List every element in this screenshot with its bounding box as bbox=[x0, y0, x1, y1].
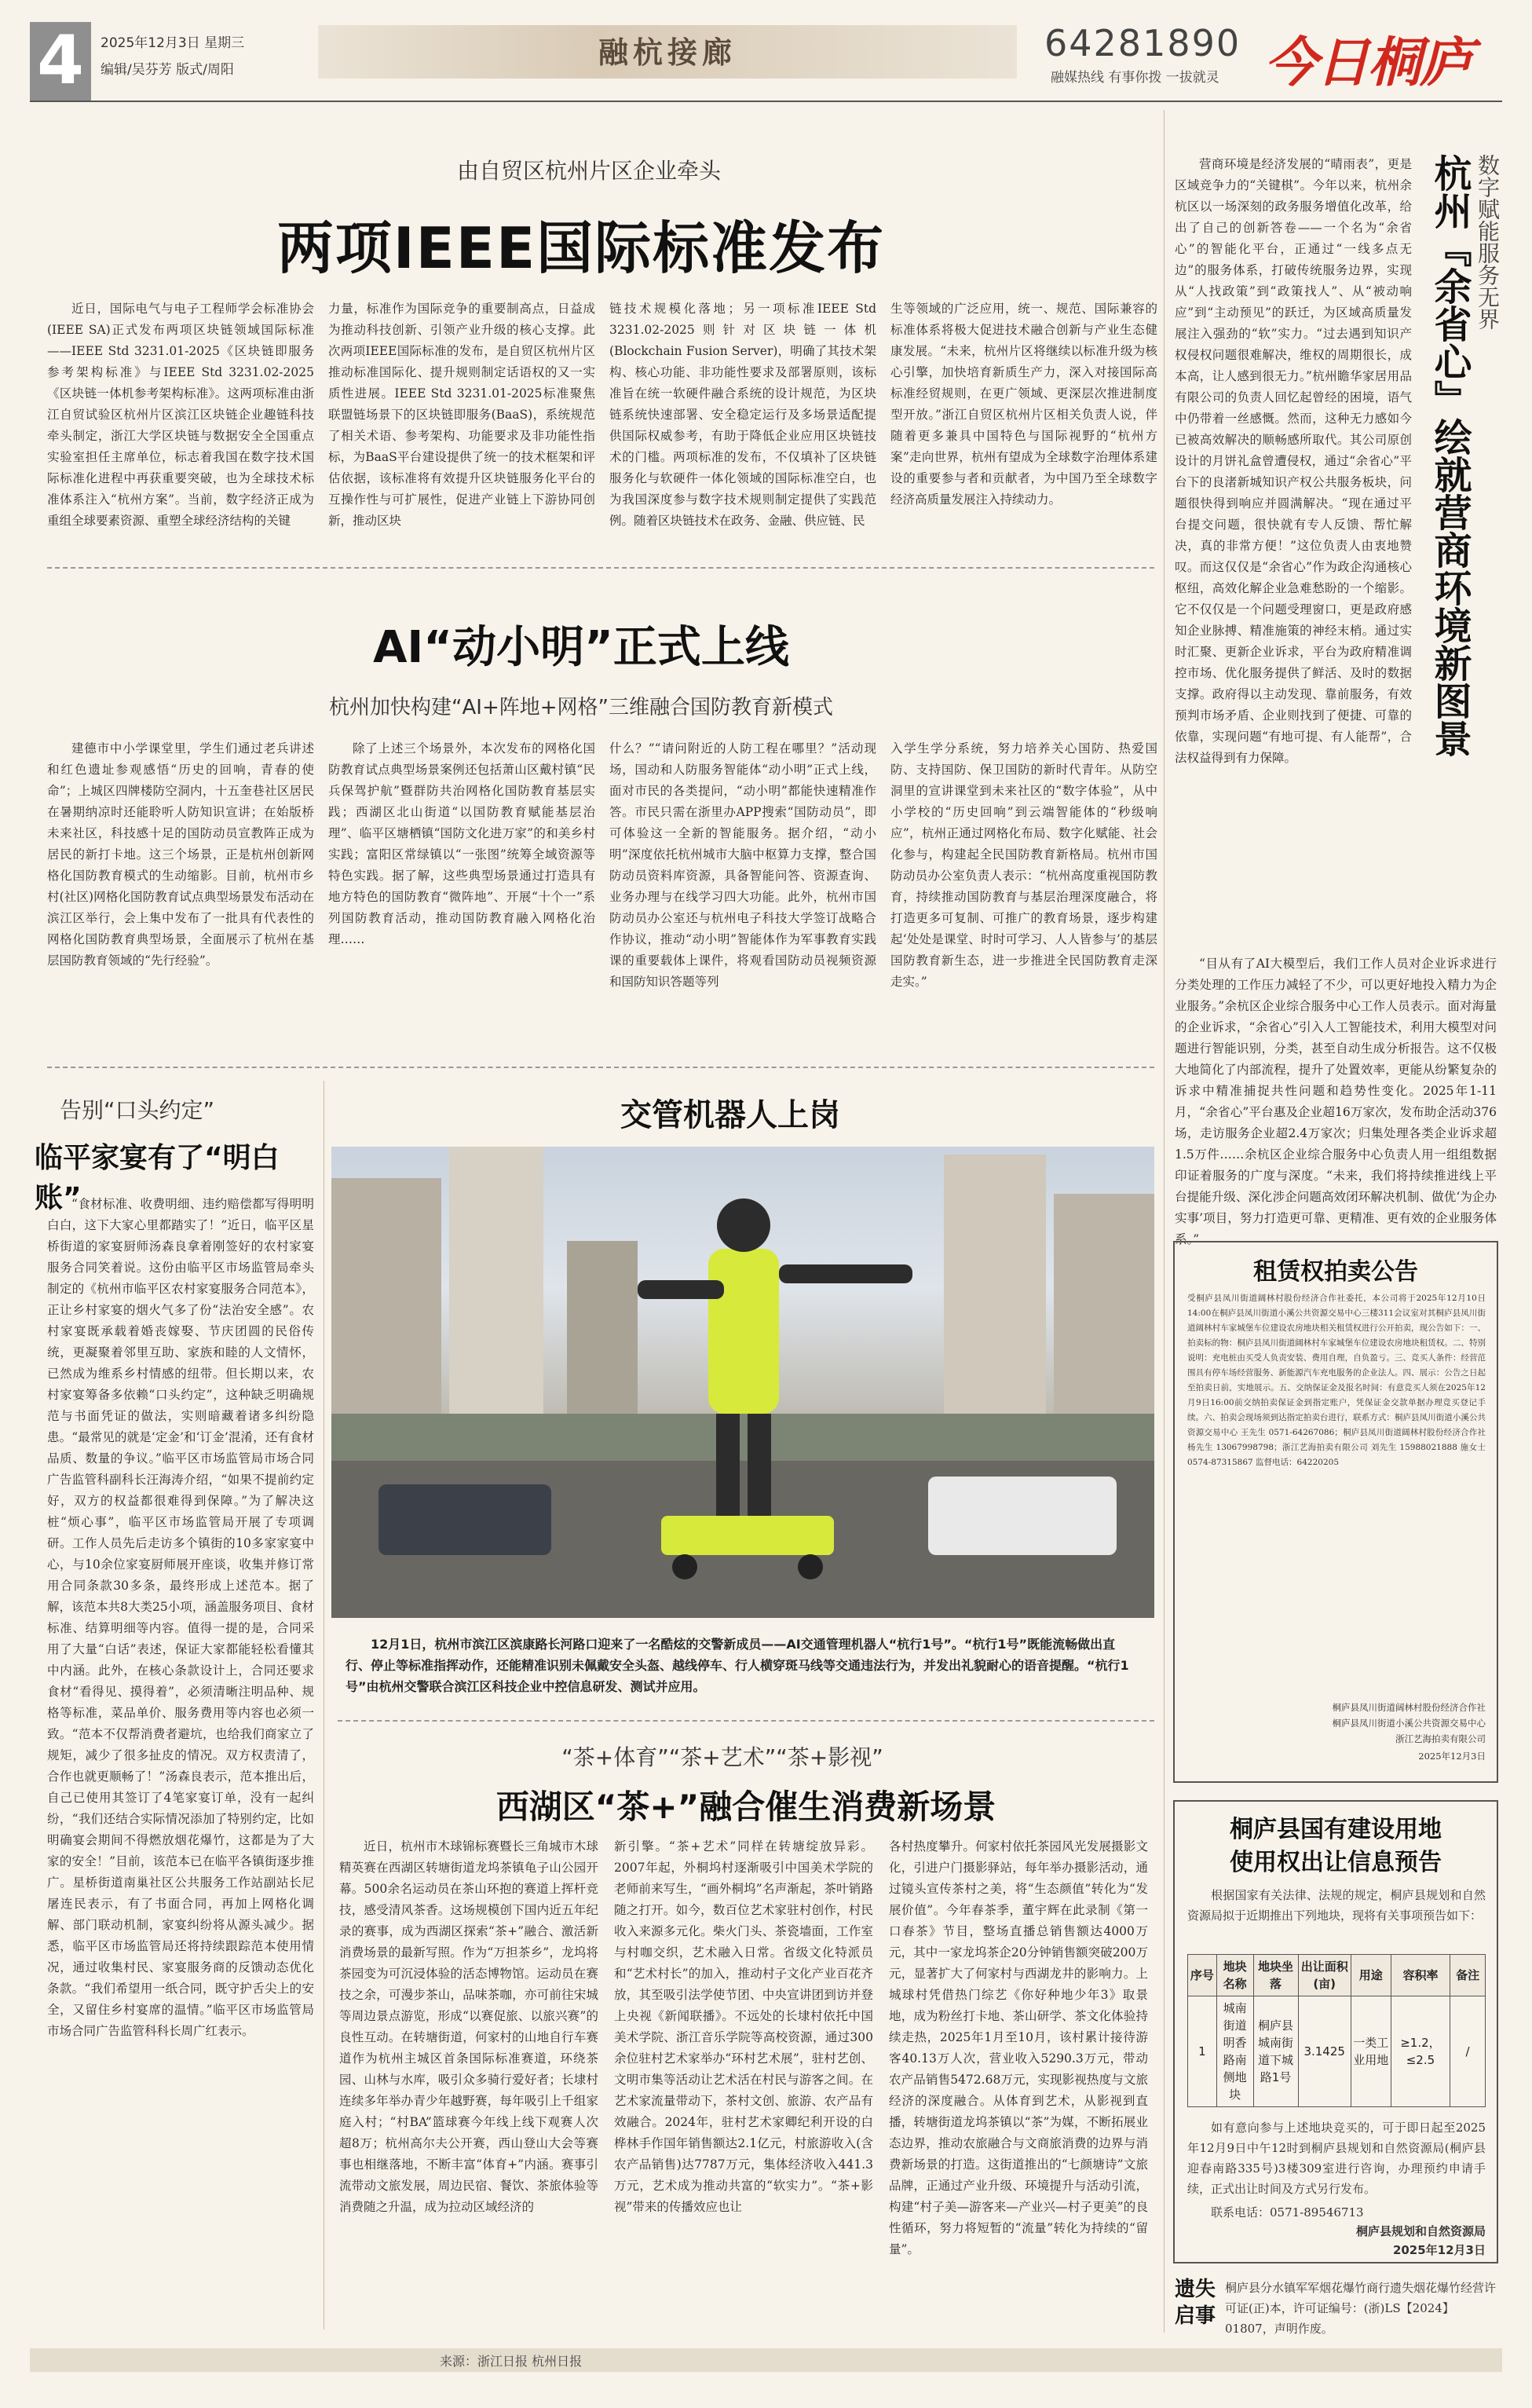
article1-col1: 近日，国际电气与电子工程师学会标准协会(IEEE SA)正式发布两项区块链领域国际标准——IEEE Std 3231.01-2025《区块链即服务参考架构标准》与IEEE Std 3231.02-2025《区块链一体机参考架构标准》。这两项标准由浙江自贸试验区杭州片区滨江区块链企业趣链科技牵头制定，浙江大学区块链与数据安全全国重点实验室担任主席单位，标志着我国在数字技术国际标准化进程中再获重要突破，也为全球技术标准体系注入“杭州方案”。当前，数字经济正成为重组全球要素资源、重塑全球经济结构的关键 bbox=[47, 302, 314, 528]
table-header-cell: 地块坐落 bbox=[1253, 1955, 1298, 1996]
land-table-wrap bbox=[1187, 1954, 1486, 2107]
divider bbox=[47, 1067, 1154, 1068]
table-header-cell: 备注 bbox=[1450, 1955, 1486, 1996]
masthead-logo: 今日桐庐 bbox=[1264, 31, 1472, 94]
article1-col3: 链技术规模化落地；另一项标准IEEE Std 3231.02-2025则针对区块链一体机(Blockchain Fusion Server)，明确了其技术架构、核心功能、非功能性要求及部署原则，该标准旨在统一软硬件融合系统的设计规范，为区块链系统快速部署、安全稳定运行及多场景适配提供国际权威参考，有助于降低企业应用区块链技术的门槛。两项标准的发布，不仅填补了区块链服务化与软硬件一体化领域的国际标准空白，也为我国深度参与数字技术规则制定提供了实践范例。随着区块链技术在政务、金融、供应链、民 bbox=[609, 302, 876, 528]
land-notice-footer: 如有意向参与上述地块竞买的，可于即日起至2025年12月9日中午12时到桐庐县规划和自然资源局(桐庐县迎春南路335号)3楼309室进行咨询，办理预约申请手续，正式出让时间及方式另行发布。 bbox=[1187, 2121, 1486, 2196]
header-rule bbox=[30, 101, 1502, 102]
article5-col2: 新引擎。“茶+艺术”同样在转塘绽放异彩。2007年起，外桐坞村逐渐吸引中国美术学院的老师前来写生，“画外桐坞”名声渐起，茶叶销路随之打开。如今，数百位艺术家驻村创作，村民收入来源多元化。柴火门头、茶瓷墙面，工作室与村咖交织，艺术融入日常。省级文化特派员和“艺术村长”的加入，推动村子文化产业百花齐放，其至吸引法学使节团、中央宣讲团到访并登上央视《新闻联播》。不远处的长埭村依托中国美术学院、浙江音乐学院等高校资源，通过300余位驻村艺术家举办“环村艺术展”，驻村艺创、文明市集等活动让艺术活在村民与游客之间。在艺术家流量带动下，茶村文创、旅游、农产品有效融合。2024年，驻村艺术家卿纪利开设的白桦林手作国年销售额达2.1亿元，村旅游收入(含农产品销售)达7787万元，集体经济收入441.3万元，艺术成为推动共富的“软实力”。“茶+影视”带来的传播效应也让 bbox=[614, 1839, 873, 2214]
land-table bbox=[1187, 1954, 1486, 2107]
auction-sign-1: 桐庐县凤川街道阔林村股份经济合作社 bbox=[1332, 1702, 1486, 1713]
land-table-header bbox=[1188, 1955, 1486, 1996]
footer-bar bbox=[30, 2348, 1502, 2372]
table-header-cell: 出让面积(亩) bbox=[1298, 1955, 1351, 1996]
land-notice-intro: 根据国家有关法律、法规的规定，桐庐县规划和自然资源局拟于近期推出下列地块，现将有关事项预告如下： bbox=[1187, 1888, 1486, 1923]
article2-col4: 入学生学分系统，努力培养关心国防、热爱国防、支持国防、保卫国防的新时代青年。从防空洞里的宣讲课堂到未来社区的“数字体验”，从中小学校的“历史回响”到云端智能体的“秒级响应”，杭州正通过网格化布局、数字化赋能、社会化参与，构建起全民国防教育新格局。杭州市国防动员办公室负责人表示：“杭州高度重视国防教育，持续推动国防教育与基层治理深度融合，将打造更多可复制、可推广的教育场景，逐步构建起‘处处是课堂、时时可学习、人人皆参与’的基层国防教育新生态，进一步推进全民国防教育走深走实。” bbox=[890, 741, 1157, 989]
auction-notice-title: 租赁权拍卖公告 bbox=[1253, 1258, 1418, 1286]
lost-notice-body: 桐庐县分水镇军军烟花爆竹商行遗失烟花爆竹经营许可证(正)本，许可证编号：(浙)LS【2024】01807，声明作废。 bbox=[1225, 2281, 1497, 2336]
table-cell: 城南街道明香路南侧地块 bbox=[1216, 1996, 1253, 2107]
article3-body: “食材标准、收费明细、违约赔偿都写得明明白白，这下大家心里都踏实了！”近日，临平区星桥街道的家宴厨师汤森良拿着刚签好的农村家宴服务合同笑着说。这份由临平区市场监管局牵头制定的《杭州市临平区农村家宴服务合同范本》，正让乡村家宴的烟火气多了份“法治安全感”。农村家宴既承载着婚丧嫁娶、节庆团圆的民俗传统，更凝聚着邻里互助、家族和睦的人文情怀，已然成为维系乡村情感的纽带。但长期以来，农村家宴筹备多依赖“口头约定”，这种缺乏明确规范与书面凭证的做法，实则暗藏着诸多纠纷隐患。“最常见的就是‘定金’和‘订金’混淆，还有食材品质、数量的争议。”临平区市场监管局市场合同广告监管科副科长汪海涛介绍，“如果不提前约定好，双方的权益都很难得到保障。”为了解决这桩“烦心事”，临平区市场监管局开展了专项调研。工作人员先后走访多个镇街的10多家家宴中心，与10余位家宴厨师展开座谈，收集并修订常用合同条款30多条，最终形成上述范本。据了解，该范本共8大类25小项，涵盖服务项目、食材标准、结算明细等内容。值得一提的是，合同采用了大量“白话”表述，保证大家都能轻松看懂其中内涵。此外，在核心条款设计上，合同还要求食材“看得见、摸得着”，必须清晰注明品种、规格等标准，菜品单价、服务费用等内容也必须一致。“范本不仅帮消费者避坑，也给我们商家立了规矩，减少了很多扯皮的情况。双方权责清了，合作也就更顺畅了！”汤森良表示，范本推出后，自己已使用其签订了4笔家宴订单，没有一起纠纷，“我们还结合实际情况添加了特别约定，比如明确宴会期间不得燃放烟花爆竹，这都是为了大家的安全！”目前，该范本已在临平各镇街逐步推广。星桥街道南巢社区公共服务工作站副站长尼屠连民表示，有了书面合同，再加上网格化调解、部门联动机制，家宴纠纷将从源头减少。据悉，临平区市场监管局还将持续跟踪范本使用情况，通过收集村民、家宴服务商的反馈动态优化条款。“我们希望用一纸合同，既守护舌尖上的安全，又留住乡村宴席的温情。”临平区市场监管局市场合同广告监管科科长周广红表示。 bbox=[47, 1197, 314, 2038]
column-divider bbox=[1164, 110, 1165, 2333]
traffic-robot-photo bbox=[331, 1147, 1154, 1618]
photo-scene bbox=[331, 1147, 1154, 1618]
sidebar-kicker: 数字赋能服务无界 bbox=[1475, 154, 1501, 330]
land-notice-sign: 桐庐县规划和自然资源局 bbox=[1355, 2224, 1486, 2238]
land-notice-date: 2025年12月3日 bbox=[1392, 2243, 1486, 2257]
land-notice-title-1: 桐庐县国有建设用地 bbox=[1230, 1816, 1442, 1843]
table-row bbox=[1188, 1996, 1486, 2107]
hotline-caption: 融媒热线 有事你拨 一拔就灵 bbox=[1051, 70, 1219, 86]
article5-headline: 西湖区“茶+”融合催生消费新场景 bbox=[495, 1788, 996, 1826]
auction-sign-2: 桐庐县凤川街道小溪公共资源交易中心 bbox=[1332, 1718, 1486, 1729]
article2-col2: 除了上述三个场景外，本次发布的网格化国防教育试点典型场景案例还包括萧山区戴村镇“民兵保驾护航”暨群防共治网格化国防教育基层实践；西湖区北山街道“以国防教育赋能基层治理”、临平区塘栖镇“国防文化进万家”的和美乡村实践；富阳区常绿镇以“一张图”统筹全域资源等特色实践。据了解，这些典型场景通过打造具有地方特色的国防教育“微阵地”、开展“十个一”系列国防教育活动，推动国防教育融入网格化治理…… bbox=[328, 741, 595, 946]
article2-col3: 什么？”“请问附近的人防工程在哪里？”活动现场，国动和人防服务智能体“动小明”正式上线，面对市民的各类提问，“动小明”都能快速精准作答。市民只需在浙里办APP搜索“国防动员”，即可体验这一全新的智能服务。据介绍，“动小明”深度依托杭州城市大脑中枢算力支撑，整合国防动员资料库资源，具备智能问答、资源查询、业务办理与在线学习四大功能。此外，杭州市国防动员办公室还与杭州电子科技大学签订战略合作协议，推动“动小明”智能体作为军事教育实践课的重要载体上课件，将观看国防动员视频资源和国防知识答题等列 bbox=[609, 741, 876, 989]
article5-col3: 各村热度攀升。何家村依托茶园风光发展摄影文化，引进户门摄影驿站，每年举办摄影活动，通过镜头宣传茶村之美，将“生态颜值”转化为“发展价值”。今年春茶季，董宇辉在此录制《第一口春茶》节目，整场直播总销售额达4000万元，其中一家龙坞茶企20分钟销售额突破200万元，显著扩大了何家村与西湖龙井的影响力。上城球村凭借热门综艺《你好种地少年3》取景地，成为粉丝打卡地、茶山研学、茶文化体验持续走热，2025年1月至10月，该村累计接待游客40.13万人次，营业收入5290.3万元，带动农产品销售5472.68万元，实现影视热度与文旅经济的深度融合。从体育到艺术，从影视到直播，转塘街道龙坞茶镇以“茶”为媒，不断拓展业态边界，推动农旅融合与文商旅消费的边界与消费新场景的打造。这街道推出的“七颜塘诗”文旅品牌，正通过产业升级、环境提升与活动引流，构建“村子美—游客来—产业兴—村子更美”的良性循环，努力将短暂的“流量”转化为持续的“留量”。 bbox=[889, 1839, 1148, 2256]
article5-col1: 近日，杭州市木球锦标赛暨长三角城市木球精英赛在西湖区转塘街道龙坞茶镇龟子山公园开幕。500余名运动员在茶山环抱的赛道上挥杆竞技，感受清风茶香。这场规模创下国内近五年纪录的赛事，成为西湖区探索“茶+”融合、激活新消费场景的最新写照。作为“万担茶乡”，龙坞将茶园变为可沉浸体验的活态博物馆。运动员在赛技之余，可漫步茶山，品味茶咖，亦可前往宋城等周边景点游览，形成“以赛促旅、以旅兴赛”的良性互动。在转塘街道，何家村的山地自行车赛道作为杭州主城区首条国际标准赛道，环绕茶园、山林与水库，吸引众多骑行爱好者；长埭村连续多年举办青少年越野赛，每年吸引上千组家庭入村；“村BA”篮球赛今年线上线下观赛人次超8万；杭州高尔夫公开赛，西山登山大会等赛事也相继落地，不断丰富“体育+”内涵。赛事引流带动文旅发展，周边民宿、餐饮、茶旅体验等消费随之升温，成为拉动区域经济的 bbox=[339, 1839, 598, 2214]
article3-headline: 临平家宴有了“明白账” bbox=[35, 1142, 280, 1214]
table-cell: 1 bbox=[1188, 1996, 1217, 2107]
auction-sign-3: 浙江艺海拍卖有限公司 bbox=[1395, 1733, 1486, 1744]
article4-caption: 12月1日，杭州市滨江区滨康路长河路口迎来了一名酷炫的交警新成员——AI交通管理机器人“杭行1号”。“杭行1号”既能流畅做出直行、停止等标准指挥动作，还能精准识别未佩戴安全头盔、越线停车、行人横穿斑马线等交通违法行为，并发出礼貌耐心的语音提醒。“杭行1号”由杭州交警联合滨江区科技企业中控信息研发、测试并应用。 bbox=[346, 1637, 1129, 1694]
table-header-cell: 地块名称 bbox=[1216, 1955, 1253, 1996]
auction-date: 2025年12月3日 bbox=[1418, 1751, 1486, 1762]
article5-kicker: “茶+体育”“茶+艺术”“茶+影视” bbox=[561, 1744, 883, 1770]
hotline-number: 64281890 bbox=[1044, 22, 1241, 64]
article2-headline: AI“动小明”正式上线 bbox=[373, 622, 789, 673]
table-cell: ≥1.2，≤2.5 bbox=[1391, 1996, 1450, 2107]
table-cell: 桐庐县城南街道下城路1号 bbox=[1253, 1996, 1298, 2107]
article1-col4: 生等领域的广泛应用，统一、规范、国际兼容的标准体系将极大促进技术融合创新与产业生态健康发展。“未来，杭州片区将继续以标准升级为核心引擎，加快培育新质生产力，深入对接国际高标准经贸规则，在更广领域、更深层次推进制度型开放。”浙江自贸区杭州片区相关负责人说，伴随着更多兼具中国特色与国际视野的“杭州方案”走向世界，杭州有望成为全球数字治理体系建设的重要参与者和贡献者，为中国乃至全球数字经济高质量发展注入持续动力。 bbox=[890, 302, 1157, 507]
auction-notice-body: 受桐庐县凤川街道阔林村股份经济合作社委托，本公司将于2025年12月10日14:00在桐庐县凤川街道小溪公共资源交易中心三楼311会议室对其桐庐县凤川街道阔林村车家城堡车位建设农房地块相关租赁权进行公开拍卖，现公告如下：一、拍卖标的物：桐庐县凤川街道阔林村车家城堡车位建设农房地块租赁权。二、特别说明：充电桩由买受人负责安装、费用自理，自负盈亏。三、竞买人条件：经营范围具有停车场经营服务、新能源汽车充电服务的企业法人。四、展示：公告之日起至拍卖日前，实地展示。五、交纳保证金及报名时间：有意竞买人须在2025年12月9日16:00前交纳拍卖保证金到指定账户，凭保证金交款单据办理竞买登记手续。六、拍卖会现场须到达指定拍卖台进行，联系方式：桐庐县凤川街道小溪公共资源交易中心 王先生 0571-64267086；桐庐县凤川街道阔林村股份经济合作社 杨先生 13067998798；浙江艺海拍卖有限公司 刘先生 15988021888 施女士 0574-87315867 监督电话：64220205 bbox=[1187, 1294, 1486, 1467]
table-cell: 一类工业用地 bbox=[1351, 1996, 1391, 2107]
article1-col2: 力量，标准作为国际竞争的重要制高点，日益成为推动科技创新、引领产业升级的核心支撑。此次两项IEEE国际标准的发布，是自贸区杭州片区推动标准国际化、提升规则制定话语权的又一实质性进展。IEEE Std 3231.01-2025标准聚焦联盟链场景下的区块链即服务(BaaS)，系统规范了相关术语、参考架构、功能要求及非功能性指标，为BaaS平台建设提供了统一的技术框架和评估依据，该标准将有效提升区块链服务化平台的互操作性与可扩展性，促进产业链上下游协同创新，推动区块 bbox=[328, 302, 595, 528]
land-notice-contact: 联系电话：0571-89546713 bbox=[1211, 2205, 1364, 2220]
article1-headline: 两项IEEE国际标准发布 bbox=[276, 215, 886, 281]
editors: 编辑/吴芬芳 版式/周阳 bbox=[101, 62, 234, 78]
sidebar-body-2: “目从有了AI大模型后，我们工作人员对企业诉求进行分类处理的工作压力减轻了不少，可以更好地投入精力为企业服务。”余杭区企业综合服务中心工作人员表示。面对海量的企业诉求，“余省心”引入人工智能技术，利用大模型对问题进行智能识别，分类，甚至自动生成分析报告。这不仅极大地简化了内部流程，提升了处置效率，更能从纷繁复杂的诉求中精准捕捉共性问题和趋势性变化。2025年1-11月，“余省心”平台惠及企业超16万家次，发布助企活动376场，走访服务企业超2.4万家次；归集处理各类企业诉求超1.5万件……余杭区企业综合服务中心负责人用一组组数据印证着服务的广度与深度。“未来，我们将持续推进线上平台提能升级、深化涉企问题高效闭环解决机制、做优‘为企办实事’项目，努力打造更可靠、更精准、更有效的企业服务体系。” bbox=[1175, 957, 1497, 1246]
lost-notice-title: 遗失启事 bbox=[1175, 2278, 1216, 2328]
table-header-cell: 序号 bbox=[1188, 1955, 1217, 1996]
section-title: 融杭接廊 bbox=[598, 35, 737, 70]
issue-date: 2025年12月3日 星期三 bbox=[101, 35, 245, 51]
table-header-cell: 容积率 bbox=[1391, 1955, 1450, 1996]
divider bbox=[338, 1720, 1154, 1722]
table-header-cell: 用途 bbox=[1351, 1955, 1391, 1996]
article2-col1: 建德市中小学课堂里，学生们通过老兵讲述和红色遗址参观感悟“历史的回响，青春的使命”；上城区四牌楼防空洞内，十五奎巷社区居民在暑期纳凉时还能聆听人防知识宣讲；在始版桥未来社区，科技感十足的国防动员宣教阵正成为居民的新打卡地。这三个场景，正是杭州创新网格化国防教育模式的生动缩影。目前，杭州市乡村(社区)网格化国防教育试点典型场景发布活动在滨江区举行，会上集中发布了一批具有代表性的网格化国防教育典型场景，全面展示了杭州在基层国防教育领域的“先行经验”。 bbox=[47, 741, 314, 968]
article4-headline: 交管机器人上岗 bbox=[620, 1097, 840, 1133]
sidebar-body-1: 营商环境是经济发展的“晴雨表”，更是区域竞争力的“关键棋”。今年以来，杭州余杭区以一场深刻的政务服务增值化改革，给出了自己的创新答卷——一个名为“余省心”的智能化平台，正通过“一线多点无边”的服务体系，打破传统服务边界，实现从“人找政策”到“政策找人”、从“被动响应”到“主动预见”的跃迁，为区域高质量发展注入强劲的“软”实力。“过去遇到知识产权侵权问题很难解决，维权的周期很长，成本高，让人感到很无力。”杭州瞻华家居用品有限公司的负责人回忆起曾经的困境，语气中仍带着一丝感慨。然而，这种无力感如今已被高效解决的顺畅感所取代。其公司原创设计的月饼礼盒曾遭侵权，通过“余省心”平台下的良渚新城知识产权公共服务板块，问题很快得到响应并圆满解决。“现在通过平台提交问题，很快就有专人反馈、帮忙解决，真的非常方便！”这位负责人由衷地赞叹。而这仅仅是“余省心”作为政企沟通核心枢纽，高效化解企业急难愁盼的一个缩影。它不仅仅是一个问题受理窗口，更是政府感知企业脉搏、精准施策的神经末梢。通过实时汇聚、更新企业诉求，平台为政府精准调控市场、优化服务提供了鲜活、及时的数据支撑。政府得以主动发现、靠前服务，有效预判市场矛盾、企业则找到了便捷、可靠的依靠，实现问题“有地可提、有人能帮”，合法权益得到有力保障。 bbox=[1175, 157, 1412, 765]
table-cell: 3.1425 bbox=[1298, 1996, 1351, 2107]
article3-kicker: 告别“口头约定” bbox=[60, 1097, 215, 1123]
land-notice-title-2: 使用权出让信息预告 bbox=[1230, 1849, 1442, 1876]
divider bbox=[47, 567, 1154, 569]
footer-source: 来源：浙江日报 杭州日报 bbox=[440, 2354, 583, 2369]
sidebar-headline: 杭州『余省心』绘就营商环境新图景 bbox=[1428, 154, 1472, 757]
page-number: 4 bbox=[37, 21, 84, 100]
table-cell: / bbox=[1450, 1996, 1486, 2107]
article2-subhead: 杭州加快构建“AI+阵地+网格”三维融合国防教育新模式 bbox=[329, 696, 833, 719]
article1-kicker: 由自贸区杭州片区企业牵头 bbox=[456, 158, 721, 184]
